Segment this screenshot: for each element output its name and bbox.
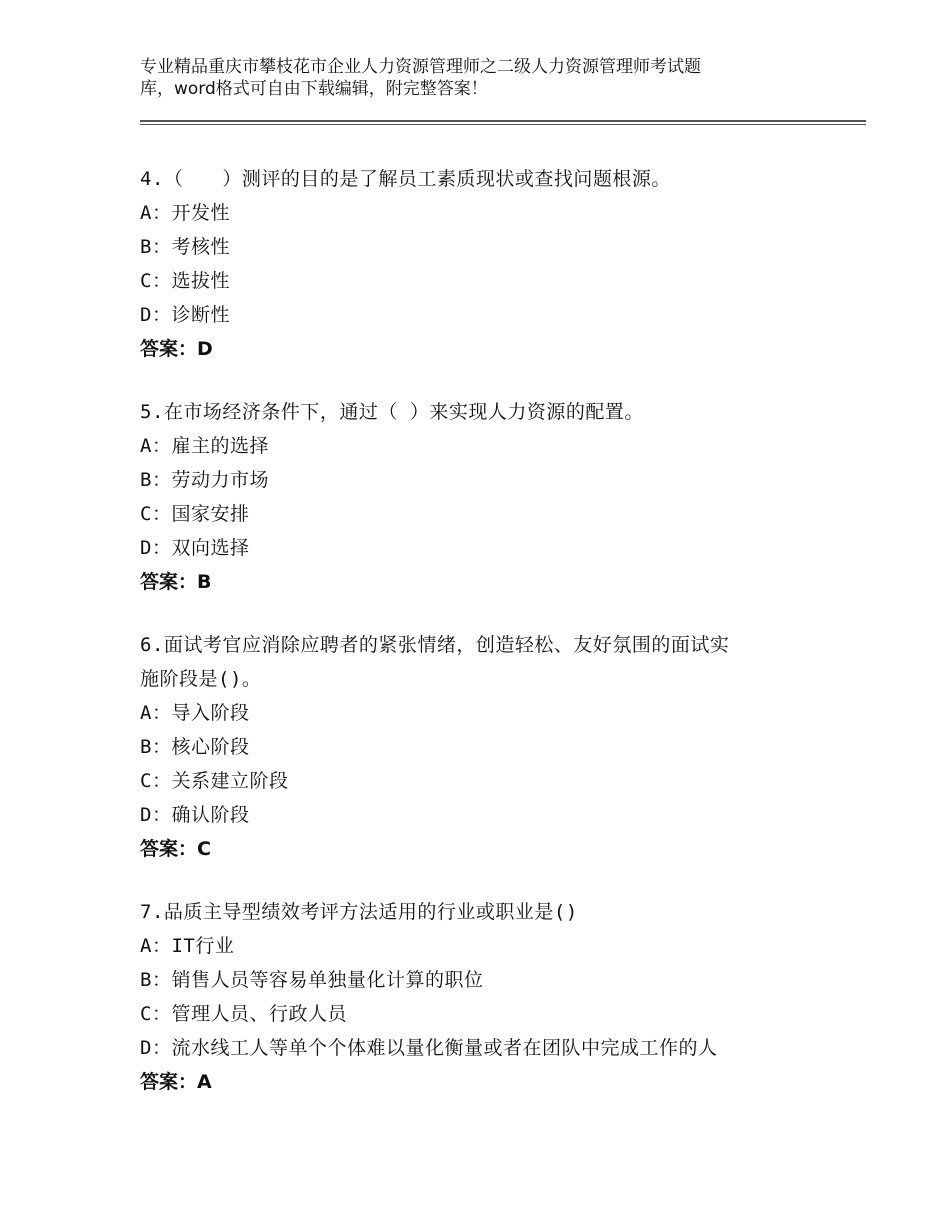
option-b: B：核心阶段 (140, 736, 250, 758)
answer-label: 答案：D (140, 338, 213, 360)
document-header (140, 56, 840, 100)
option-a: A：IT行业 (140, 935, 235, 957)
question-stem: 7.品质主导型绩效考评方法适用的行业或职业是() (140, 901, 578, 923)
option-d: D：流水线工人等单个个体难以量化衡量或者在团队中完成工作的人 (140, 1037, 718, 1059)
option-d: D：诊断性 (140, 304, 230, 326)
question-4 (140, 162, 840, 366)
option-c: C：关系建立阶段 (140, 770, 289, 792)
question-6 (140, 628, 840, 866)
option-d: D：确认阶段 (140, 804, 250, 826)
answer-label: 答案：A (140, 1071, 212, 1093)
question-stem: 5.在市场经济条件下，通过（ ）来实现人力资源的配置。 (140, 401, 644, 423)
header-title-line-2: 库，word格式可自由下载编辑，附完整答案！ (140, 79, 488, 99)
answer-label: 答案：B (140, 571, 212, 593)
header-divider-thick (140, 120, 866, 122)
option-c: C：国家安排 (140, 503, 250, 525)
option-b: B：劳动力市场 (140, 469, 269, 491)
question-stem-continued: 施阶段是()。 (140, 668, 262, 690)
option-b: B：销售人员等容易单独量化计算的职位 (140, 969, 484, 991)
question-list (140, 162, 840, 1128)
question-stem: 4.（ ）测评的目的是了解员工素质现状或查找问题根源。 (140, 168, 671, 190)
option-a: A：雇主的选择 (140, 435, 269, 457)
option-a: A：导入阶段 (140, 702, 250, 724)
option-c: C：管理人员、行政人员 (140, 1003, 347, 1025)
question-stem: 6.面试考官应消除应聘者的紧张情绪，创造轻松、友好氛围的面试实 (140, 634, 730, 656)
option-d: D：双向选择 (140, 537, 250, 559)
question-7 (140, 895, 840, 1099)
header-divider-thin (140, 124, 866, 125)
answer-label: 答案：C (140, 838, 211, 860)
option-b: B：考核性 (140, 236, 230, 258)
option-c: C：选拔性 (140, 270, 230, 292)
question-5 (140, 395, 840, 599)
header-title-line-1: 专业精品重庆市攀枝花市企业人力资源管理师之二级人力资源管理师考试题 (140, 57, 701, 77)
option-a: A：开发性 (140, 202, 230, 224)
